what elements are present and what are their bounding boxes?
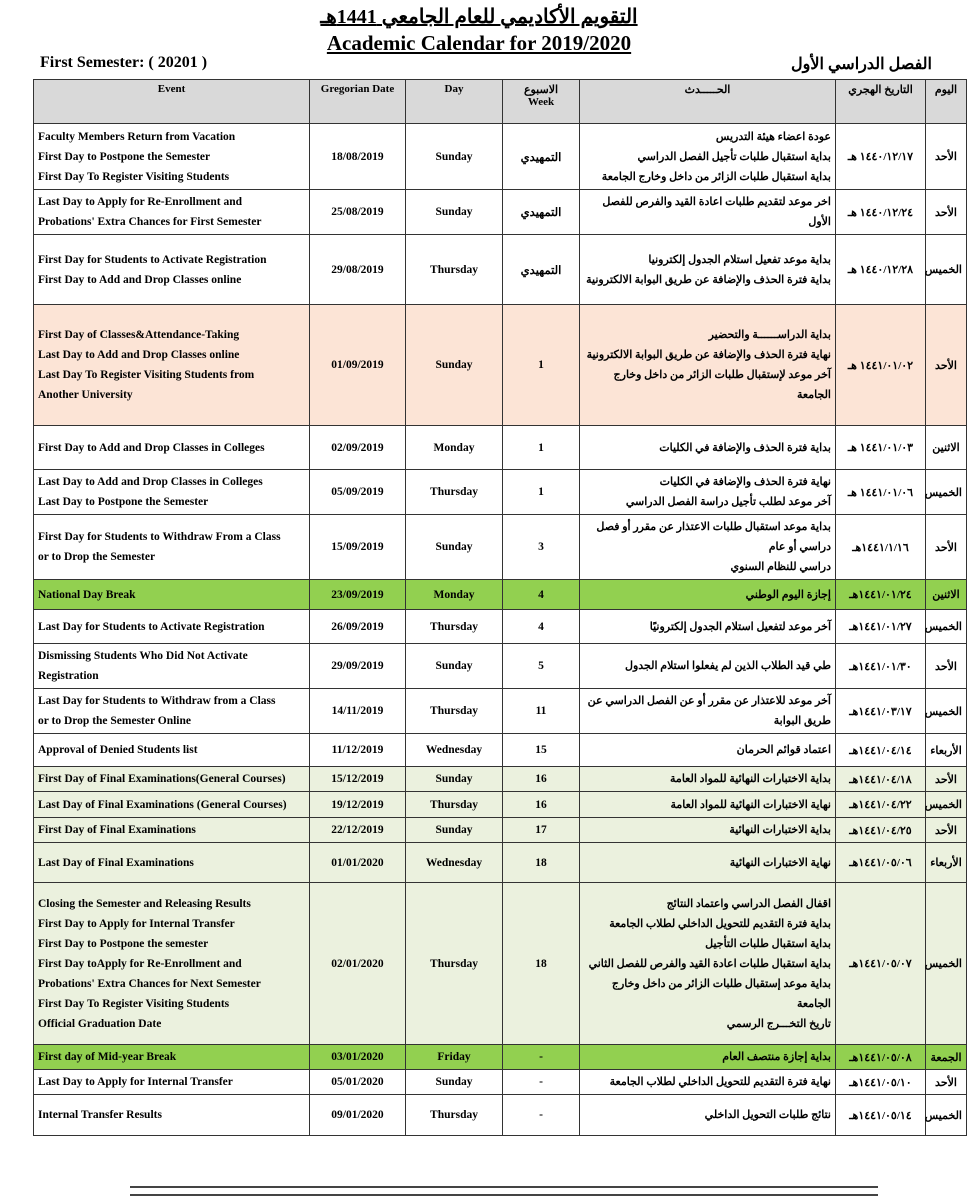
week-cell: التمهيدي [503,235,580,305]
calendar-body [34,124,967,1136]
day-cell: Monday [406,580,503,610]
event-cell [34,235,310,305]
event-arabic-line: نهاية الاختبارات النهائية [729,856,831,869]
event-line: First Day to Apply for Internal Transfer [38,917,235,930]
event-arabic-cell [580,818,836,843]
event-arabic-line: عودة اعضاء هيئة التدريس [715,130,831,143]
day-cell: Sunday [406,818,503,843]
hijri-date-cell: ١٤٤١/٠٥/٠٧هـ [836,883,926,1045]
event-arabic-line: اعتماد قوائم الحرمان [736,744,831,756]
week-cell: - [503,1070,580,1095]
hijri-date-cell: ١٤٤١/٠١/٣٠هـ [836,644,926,689]
day-cell: Thursday [406,883,503,1045]
event-arabic-line: بداية إجازة منتصف العام [722,1051,831,1063]
hijri-date-cell: ١٤٤١/٠١/٢٧هـ [836,610,926,644]
event-cell [34,305,310,426]
event-line: Last Day to Add and Drop Classes online [38,349,240,361]
gregorian-date-cell: 05/09/2019 [310,470,406,515]
event-line: Last Day to Postpone the Semester [38,496,209,508]
event-line: Last Day To Register Visiting Students from [38,369,255,381]
day-cell: Sunday [406,1070,503,1095]
week-cell: التمهيدي [503,124,580,190]
event-arabic-line: بداية الاختبارات النهائية للمواد العامة [670,773,831,785]
event-line: First Day toApply for Re-Enrollment and [38,957,242,970]
hijri-date-cell: ١٤٤١/٠١/٠٢ هـ [836,305,926,426]
event-arabic-line: نهاية الاختبارات النهائية للمواد العامة [670,798,831,811]
day-cell: Sunday [406,767,503,792]
col-header-day-ar: اليوم [926,80,967,124]
event-arabic-line: آخر موعد للاعتذار عن مقرر أو عن الفصل الدراسي عن [587,695,831,707]
day-cell: Sunday [406,124,503,190]
gregorian-date-cell: 11/12/2019 [310,734,406,767]
event-cell [34,644,310,689]
event-arabic-cell [580,580,836,610]
semester-arabic: الفصل الدراسي الأول [791,56,932,73]
week-cell: 11 [503,689,580,734]
hijri-date-cell: ١٤٤٠/١٢/٢٨ هـ [836,235,926,305]
event-arabic-line: آخر موعد لتفعيل استلام الجدول إلكترونيًا [649,620,831,633]
event-line: First Day to Postpone the Semester [38,150,211,163]
week-cell: 16 [503,767,580,792]
day-cell: Thursday [406,1095,503,1136]
event-line: Last Day of Final Examinations (General Courses) [38,798,287,811]
table-row [34,515,967,580]
event-arabic-line: نهاية فترة الحذف والإضافة في الكليات [659,476,831,488]
semester-english: First Semester: ( 20201 ) [40,54,208,71]
col-header-event: Event [34,80,310,124]
table-row [34,767,967,792]
event-arabic-cell [580,883,836,1045]
day-arabic-cell: الخميس [926,470,967,515]
day-cell: Thursday [406,792,503,818]
event-arabic-line: طي قيد الطلاب الذين لم يفعلوا استلام الجدول [624,660,831,672]
table-row [34,792,967,818]
day-cell: Sunday [406,305,503,426]
day-cell: Sunday [406,515,503,580]
week-cell: 15 [503,734,580,767]
event-line: First Day to Add and Drop Classes online [38,273,242,286]
event-line: Last Day to Add and Drop Classes in Colleges [38,476,263,488]
hijri-date-cell: ١٤٤١/٠١/٠٣ هـ [836,426,926,470]
hijri-date-cell: ١٤٤١/٠٥/١٠هـ [836,1070,926,1095]
title-english: Academic Calendar for 2019/2020 [326,31,632,55]
event-arabic-line: بداية فترة الحذف والإضافة عن طريق البوابة الالكترونية [586,273,831,286]
calendar-table [33,79,967,1136]
event-arabic-cell [580,515,836,580]
footer-rule [130,1186,878,1196]
event-line: First Day To Register Visiting Students [38,170,230,183]
hijri-date-cell: ١٤٤١/٠١/٢٤هـ [836,580,926,610]
gregorian-date-cell: 19/12/2019 [310,792,406,818]
event-arabic-cell [580,426,836,470]
semester-heading [40,54,932,74]
event-cell [34,818,310,843]
event-line: First day of Mid-year Break [38,1051,177,1063]
event-arabic-line: نهاية فترة الحذف والإضافة عن طريق البوابة الالكترونية [586,349,831,361]
day-arabic-cell: الأحد [926,515,967,580]
col-header-week-ar: الاسبوع [523,84,559,96]
event-arabic-line: نتائج طلبات التحويل الداخلي [704,1109,831,1121]
gregorian-date-cell: 01/01/2020 [310,843,406,883]
event-arabic-line: بداية الاختبارات النهائية [729,824,831,836]
table-row [34,580,967,610]
event-line: Official Graduation Date [38,1017,162,1030]
event-line: Last Day for Students to Activate Registration [38,620,265,633]
hijri-date-cell: ١٤٤١/٠٥/٠٦هـ [836,843,926,883]
week-cell: - [503,1095,580,1136]
hijri-date-cell: ١٤٤١/١/١٦هـ [836,515,926,580]
table-row [34,1070,967,1095]
table-row [34,305,967,426]
day-arabic-cell: الاثنين [926,580,967,610]
event-line: Last Day to Apply for Internal Transfer [38,1076,233,1088]
event-line: First Day of Final Examinations [38,824,196,836]
event-arabic-line: بداية استقبال طلبات الزائر من داخل وخارج الجامعة [601,170,831,183]
event-line: First Day to Add and Drop Classes in Colleges [38,441,265,454]
event-arabic-cell [580,1070,836,1095]
event-arabic-line: بداية استقبال طلبات اعادة القيد والفرص للفصل الثاني [588,957,831,970]
hijri-date-cell: ١٤٤٠/١٢/١٧ هـ [836,124,926,190]
event-arabic-cell [580,305,836,426]
event-arabic-line: بداية استقبال طلبات تأجيل الفصل الدراسي [637,150,831,163]
event-line: Last Day to Apply for Re-Enrollment and [38,196,243,208]
hijri-date-cell: ١٤٤١/٠٥/١٤هـ [836,1095,926,1136]
day-arabic-cell: الأحد [926,124,967,190]
day-cell: Wednesday [406,734,503,767]
table-row [34,818,967,843]
week-cell: 5 [503,644,580,689]
event-cell [34,1070,310,1095]
table-row [34,235,967,305]
event-arabic-cell [580,124,836,190]
day-arabic-cell: الأربعاء [926,843,967,883]
event-arabic-cell [580,235,836,305]
hijri-date-cell: ١٤٤١/٠٤/٢٢هـ [836,792,926,818]
day-arabic-cell: الأحد [926,767,967,792]
event-cell [34,610,310,644]
event-line: Registration [38,670,99,682]
event-line: National Day Break [38,588,136,601]
event-cell [34,689,310,734]
day-cell: Monday [406,426,503,470]
event-cell [34,470,310,515]
day-arabic-cell: الخميس [926,235,967,305]
event-line: or to Drop the Semester Online [38,715,191,727]
week-cell: 1 [503,426,580,470]
event-line: First Day for Students to Withdraw From a Class [38,531,281,543]
event-arabic-cell [580,190,836,235]
day-arabic-cell: الأحد [926,1070,967,1095]
day-cell: Thursday [406,470,503,515]
hijri-date-cell: ١٤٤١/٠٤/١٨هـ [836,767,926,792]
table-row [34,644,967,689]
gregorian-date-cell: 29/09/2019 [310,644,406,689]
event-line: First Day of Final Examinations(General Courses) [38,773,286,785]
day-arabic-cell: الاثنين [926,426,967,470]
day-arabic-cell: الأحد [926,305,967,426]
event-line: Closing the Semester and Releasing Results [38,897,251,910]
table-row [34,843,967,883]
event-cell [34,190,310,235]
day-arabic-cell: الأحد [926,818,967,843]
gregorian-date-cell: 15/09/2019 [310,515,406,580]
event-arabic-cell [580,734,836,767]
hijri-date-cell: ١٤٤٠/١٢/٢٤ هـ [836,190,926,235]
day-arabic-cell: الخميس [926,883,967,1045]
event-arabic-line: بداية فترة الحذف والإضافة في الكليات [659,441,831,454]
event-cell [34,734,310,767]
gregorian-date-cell: 02/09/2019 [310,426,406,470]
gregorian-date-cell: 18/08/2019 [310,124,406,190]
gregorian-date-cell: 25/08/2019 [310,190,406,235]
day-cell: Sunday [406,644,503,689]
event-arabic-line: نهاية فترة التقديم للتحويل الداخلي لطلاب الجامعة [609,1076,831,1088]
col-header-week [503,80,580,124]
event-line: Probations' Extra Chances for Next Semester [38,977,261,990]
event-line: Last Day of Final Examinations [38,856,194,869]
day-cell: Friday [406,1045,503,1070]
day-cell: Thursday [406,235,503,305]
gregorian-date-cell: 03/01/2020 [310,1045,406,1070]
event-cell [34,426,310,470]
event-cell [34,792,310,818]
table-row [34,883,967,1045]
event-line: Approval of Denied Students list [38,744,198,756]
event-cell [34,1095,310,1136]
col-header-gregorian: Gregorian Date [310,80,406,124]
event-line: Last Day for Students to Withdraw from a Class [38,695,276,707]
week-cell: - [503,1045,580,1070]
day-cell: Thursday [406,610,503,644]
event-line: Internal Transfer Results [38,1109,162,1121]
event-line: or to Drop the Semester [38,551,156,563]
event-cell [34,580,310,610]
event-cell [34,515,310,580]
day-arabic-cell: الأحد [926,190,967,235]
event-arabic-cell [580,1095,836,1136]
event-arabic-cell [580,767,836,792]
event-cell [34,843,310,883]
event-arabic-cell [580,1045,836,1070]
week-cell: التمهيدي [503,190,580,235]
table-row [34,426,967,470]
table-row [34,1045,967,1070]
hijri-date-cell: ١٤٤١/٠٤/٢٥هـ [836,818,926,843]
week-cell: 18 [503,883,580,1045]
table-row [34,1095,967,1136]
event-arabic-line: طريق البوابة [773,715,831,727]
event-line: Dismissing Students Who Did Not Activate [38,650,248,662]
event-arabic-line: بداية موعد إستقبال طلبات الزائر من داخل وخارج الجامعة [611,977,831,1010]
event-arabic-line: تاريخ التخـــرج الرسمي [726,1017,831,1030]
event-arabic-line: بداية فترة التقديم للتحويل الداخلي لطلاب الجامعة [609,917,831,930]
gregorian-date-cell: 05/01/2020 [310,1070,406,1095]
gregorian-date-cell: 22/12/2019 [310,818,406,843]
table-row [34,610,967,644]
event-arabic-cell [580,644,836,689]
table-row [34,470,967,515]
week-cell: 17 [503,818,580,843]
day-cell: Thursday [406,689,503,734]
table-row [34,124,967,190]
gregorian-date-cell: 29/08/2019 [310,235,406,305]
event-line: Probations' Extra Chances for First Semester [38,216,262,228]
event-arabic-line: بداية الدراســــــة والتحضير [708,329,831,341]
week-cell: 1 [503,305,580,426]
event-arabic-line: بداية موعد تفعيل استلام الجدول إلكترونيا [648,253,831,266]
week-cell: 18 [503,843,580,883]
table-row [34,689,967,734]
day-arabic-cell: الأحد [926,644,967,689]
week-cell: 3 [503,515,580,580]
table-row [34,734,967,767]
week-cell: 1 [503,470,580,515]
event-cell [34,767,310,792]
gregorian-date-cell: 09/01/2020 [310,1095,406,1136]
col-header-day: Day [406,80,503,124]
event-line: First Day of Classes&Attendance-Taking [38,329,240,341]
gregorian-date-cell: 15/12/2019 [310,767,406,792]
day-cell: Wednesday [406,843,503,883]
day-arabic-cell: الجمعة [926,1045,967,1070]
gregorian-date-cell: 02/01/2020 [310,883,406,1045]
day-cell: Sunday [406,190,503,235]
day-arabic-cell: الأربعاء [926,734,967,767]
week-cell: 4 [503,580,580,610]
event-arabic-line: بداية موعد استقبال طلبات الاعتذار عن مقرر أو فصل دراسي أو عام [596,521,831,553]
event-line: First Day to Postpone the semester [38,937,209,950]
col-header-week-en: Week [527,96,555,108]
event-line: First Day for Students to Activate Registration [38,253,267,266]
event-cell [34,883,310,1045]
event-arabic-cell [580,843,836,883]
day-arabic-cell: الخميس [926,610,967,644]
week-cell: 16 [503,792,580,818]
gregorian-date-cell: 23/09/2019 [310,580,406,610]
table-header-row [34,80,967,124]
hijri-date-cell: ١٤٤١/٠٤/١٤هـ [836,734,926,767]
week-cell: 4 [503,610,580,644]
event-arabic-line: اقفال الفصل الدراسي واعتماد النتائج [666,897,831,910]
event-cell [34,1045,310,1070]
hijri-date-cell: ١٤٤١/٠١/٠٦ هـ [836,470,926,515]
event-arabic-line: اخر موعد لتقديم طلبات اعادة القيد والفرص للفصل الأول [602,196,831,228]
event-arabic-cell [580,792,836,818]
col-header-event-ar: الحـــــدث [580,80,836,124]
event-arabic-line: بداية استقبال طلبات التأجيل [705,937,831,950]
event-arabic-cell [580,610,836,644]
day-arabic-cell: الخميس [926,1095,967,1136]
title-arabic: التقويم الأكاديمي للعام الجامعي 1441هـ [320,6,638,28]
col-header-hijri: التاريخ الهجري [836,80,926,124]
gregorian-date-cell: 26/09/2019 [310,610,406,644]
event-arabic-line: آخر موعد لطلب تأجيل دراسة الفصل الدراسي [625,496,831,508]
event-arabic-line: دراسي للنظام السنوي [730,561,831,573]
event-line: First Day To Register Visiting Students [38,997,230,1010]
hijri-date-cell: ١٤٤١/٠٣/١٧هـ [836,689,926,734]
gregorian-date-cell: 14/11/2019 [310,689,406,734]
table-row [34,190,967,235]
event-arabic-line: إجازة اليوم الوطني [745,588,831,601]
event-arabic-line: آخر موعد لإستقبال طلبات الزائر من داخل وخارج الجامعة [613,369,831,401]
event-line: Faculty Members Return from Vacation [38,130,236,143]
gregorian-date-cell: 01/09/2019 [310,305,406,426]
event-arabic-cell [580,470,836,515]
event-cell [34,124,310,190]
day-arabic-cell: الخميس [926,792,967,818]
day-arabic-cell: الخميس [926,689,967,734]
hijri-date-cell: ١٤٤١/٠٥/٠٨هـ [836,1045,926,1070]
event-arabic-cell [580,689,836,734]
event-line: Another University [38,389,133,401]
